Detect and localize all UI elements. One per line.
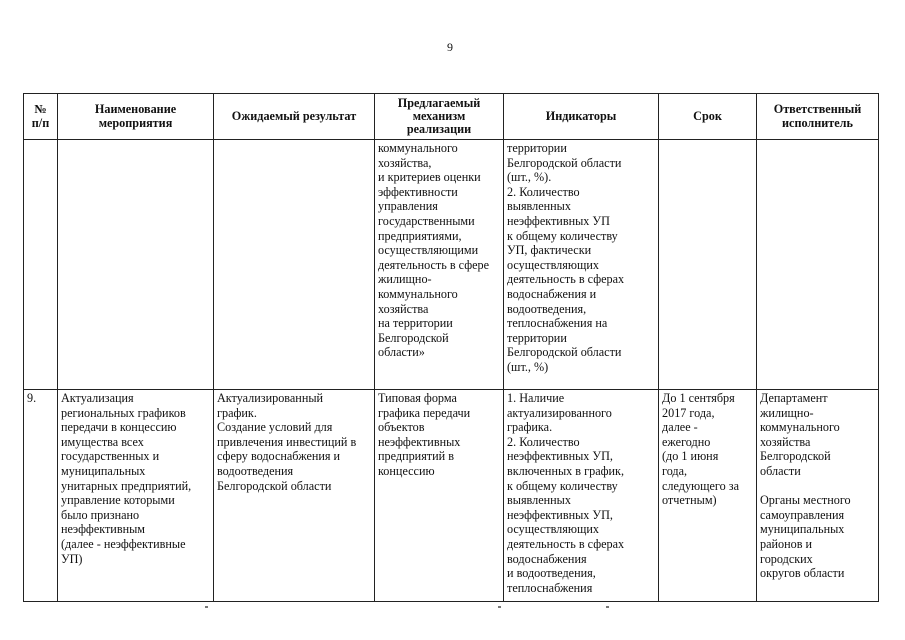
cell-name: Актуализация региональных графиков передачи в концессию имущества всех государственных и муниципальных унитарных предприятий, управление которыми было признано неэффективным (далее - неэффективные УП) (58, 390, 214, 602)
cell-result (214, 140, 375, 390)
header-term: Срок (659, 94, 757, 140)
cell-number: 9. (24, 390, 58, 602)
measures-table (23, 93, 879, 602)
header-mechanism: Предлагаемый механизм реализации (375, 94, 504, 140)
cell-responsible (757, 140, 879, 390)
page-number: 9 (447, 40, 453, 54)
header-indicators: Индикаторы (504, 94, 659, 140)
header-number: № п/п (24, 94, 58, 140)
cell-indicators: территории Белгородской области (шт., %). 2. Количество выявленных неэффективных УП к общему количеству УП, фактически осуществляющих деятельность в сферах водоснабжения и водоотведения, теплоснабжения на территории Белгородской области (шт., %) (504, 140, 659, 390)
cell-mechanism: Типовая форма графика передачи объектов неэффективных предприятий в концессию (375, 390, 504, 602)
scan-speck (205, 606, 208, 608)
scan-speck (606, 606, 609, 608)
cell-result: Актуализированный график. Создание условий для привлечения инвестиций в сферу водоснабжения и водоотведения Белгородской области (214, 390, 375, 602)
table-row (24, 140, 879, 390)
cell-name (58, 140, 214, 390)
cell-term: До 1 сентября 2017 года, далее - ежегодно (до 1 июня года, следующего за отчетным) (659, 390, 757, 602)
header-result: Ожидаемый результат (214, 94, 375, 140)
header-name: Наименование мероприятия (58, 94, 214, 140)
cell-number (24, 140, 58, 390)
scan-speck (498, 606, 501, 608)
cell-responsible: Департамент жилищно- коммунального хозяйства Белгородской области Органы местного самоуправления муниципальных районов и городских округов области (757, 390, 879, 602)
header-responsible: Ответственный исполнитель (757, 94, 879, 140)
cell-term (659, 140, 757, 390)
table-header (24, 94, 879, 140)
cell-mechanism: коммунального хозяйства, и критериев оценки эффективности управления государственными предприятиями, осуществляющими деятельность в сфере жилищно- коммунального хозяйства на территории Белгородской области» (375, 140, 504, 390)
header-row (24, 94, 879, 140)
cell-indicators: 1. Наличие актуализированного графика. 2. Количество неэффективных УП, включенных в график, к общему количеству выявленных неэффективных УП, осуществляющих деятельность в сферах водоснабжения и водоотведения, теплоснабжения (504, 390, 659, 602)
table-row (24, 390, 879, 602)
